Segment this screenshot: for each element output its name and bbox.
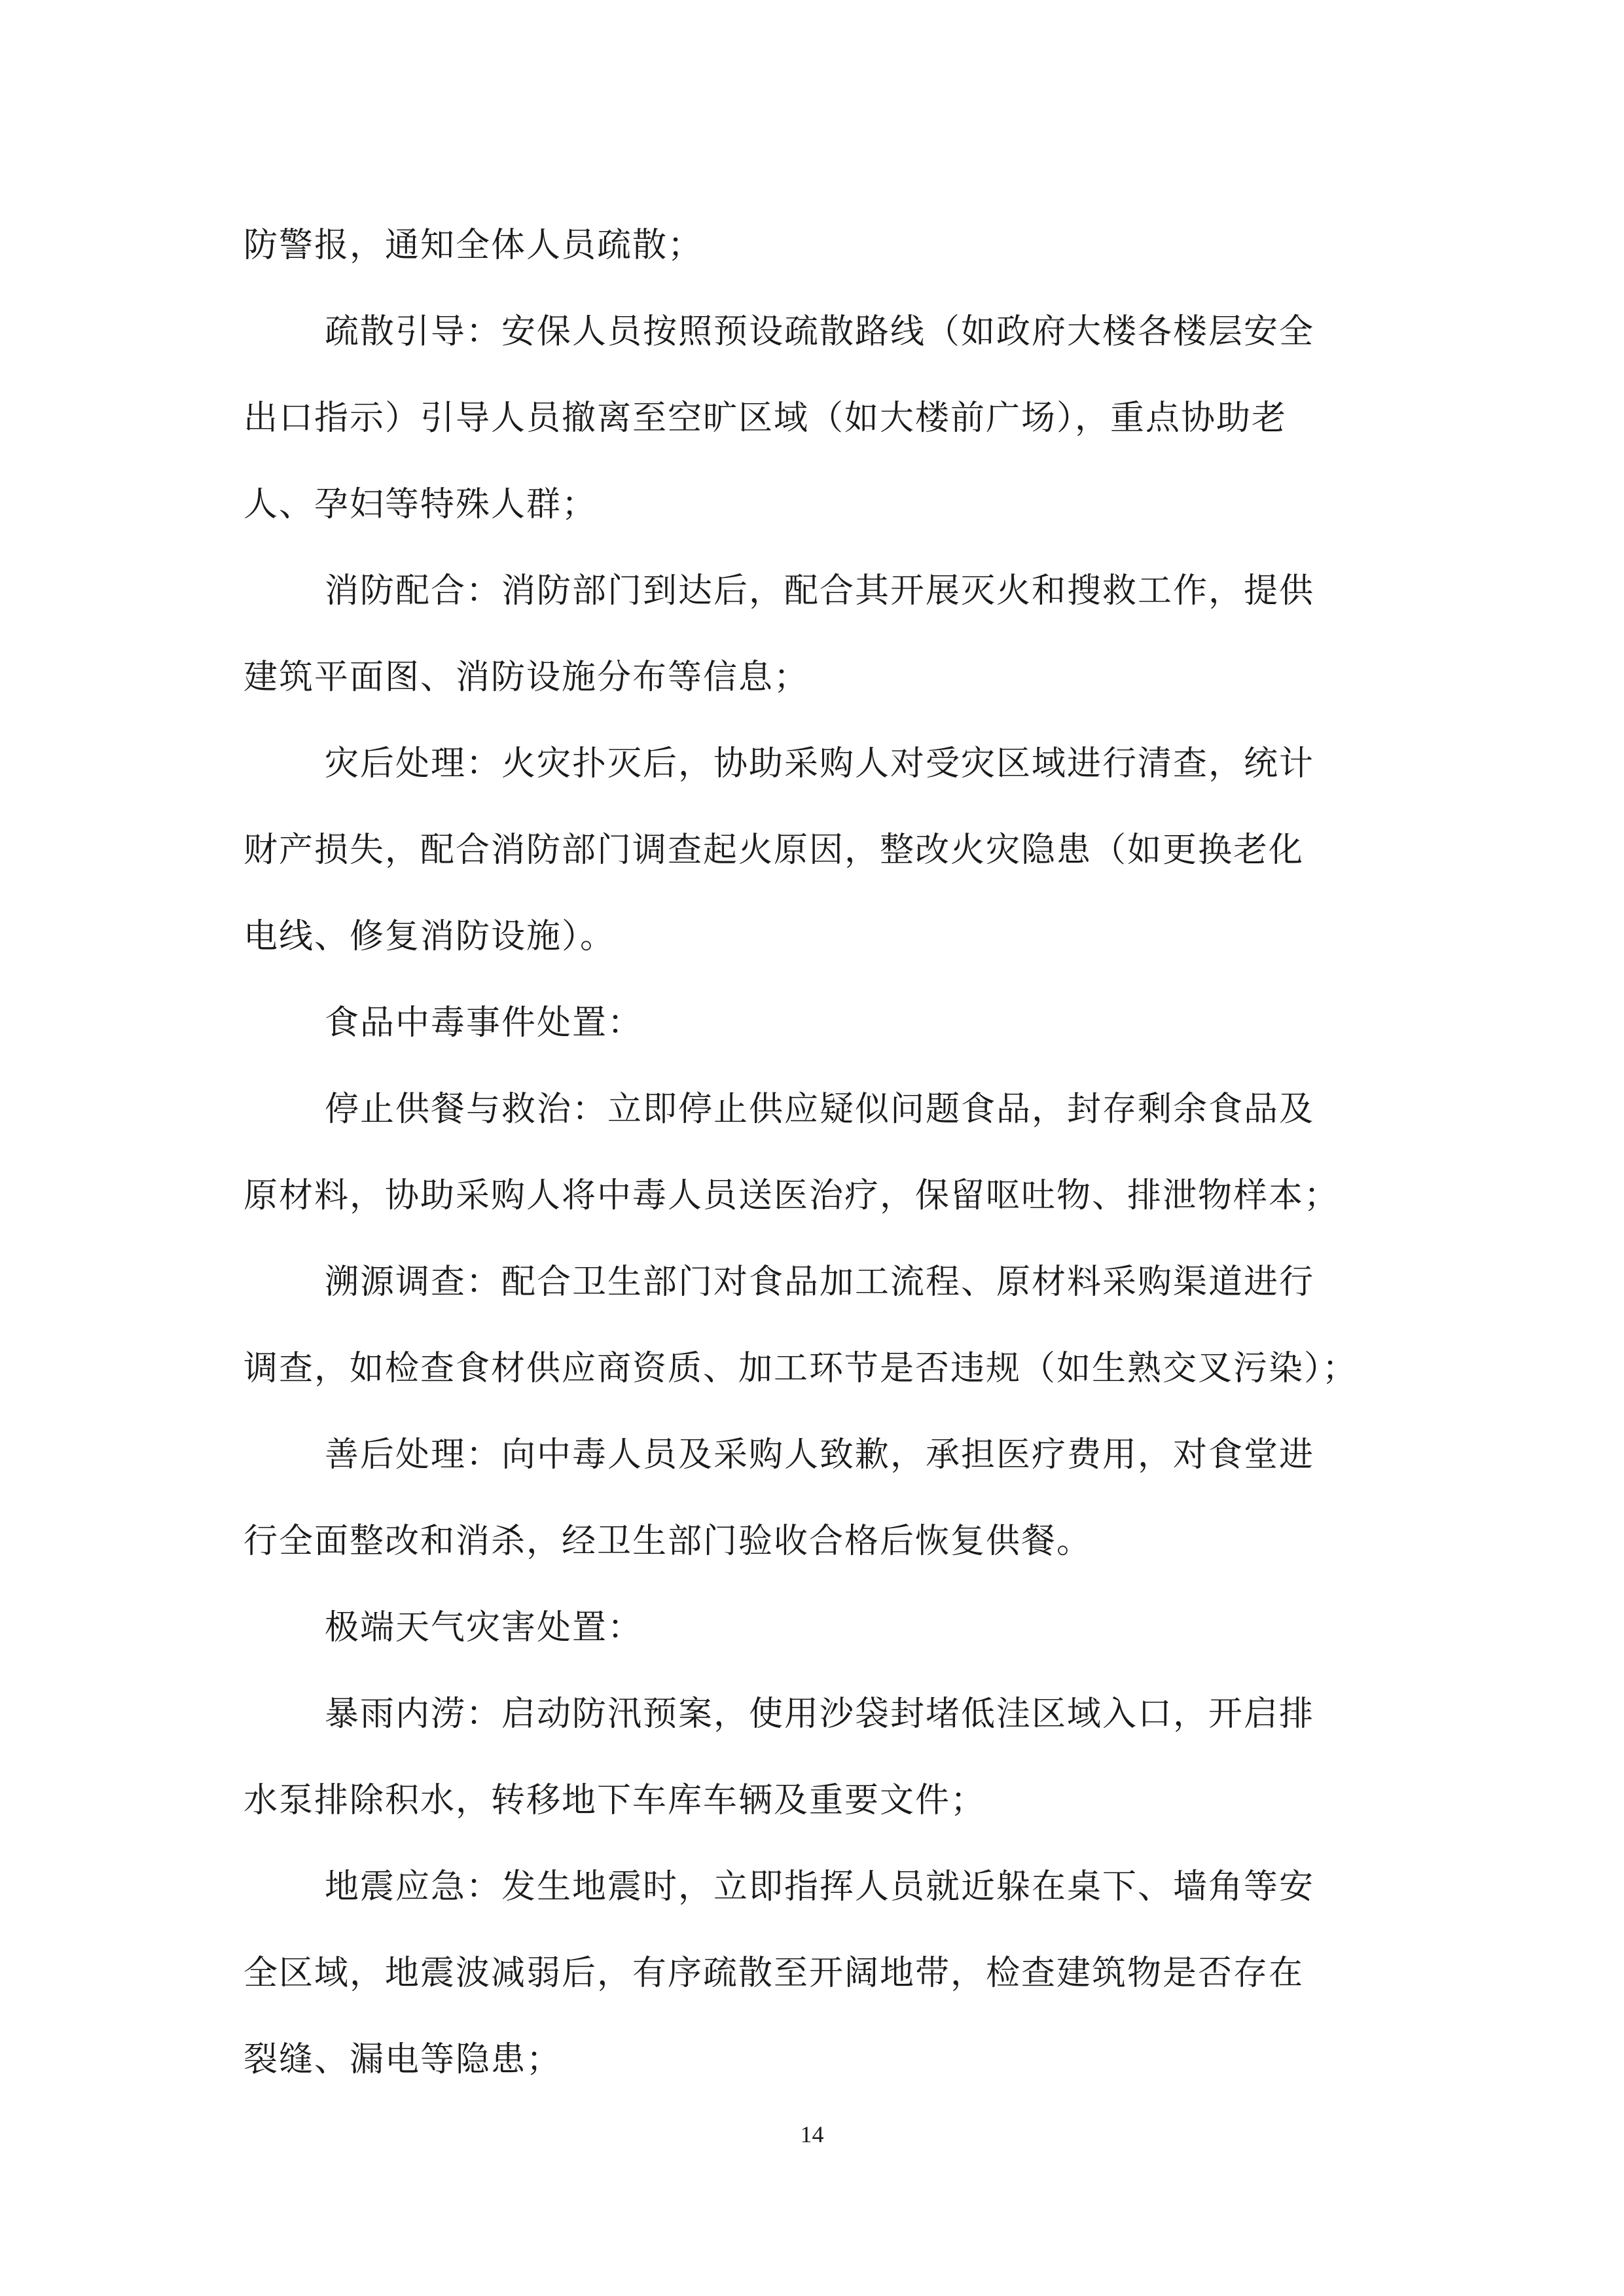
text-line: 防警报，通知全体人员疏散； [244, 226, 704, 265]
text-line: 原材料，协助采购人将中毒人员送医治疗，保留呕吐物、排泄物样本； [244, 1176, 1340, 1215]
text-line: 溯源调查：配合卫生部门对食品加工流程、原材料采购渠道进行 [325, 1263, 1315, 1302]
text-line: 全区域，地震波减弱后，有序疏散至开阔地带，检查建筑物是否存在 [244, 1954, 1305, 1993]
text-line: 暴雨内涝：启动防汛预案，使用沙袋封堵低洼区域入口，开启排 [325, 1695, 1315, 1734]
page-number: 14 [800, 2121, 824, 2147]
text-line: 出口指示）引导人员撤离至空旷区域（如大楼前广场），重点协助老 [244, 399, 1288, 438]
text-line: 财产损失，配合消防部门调查起火原因，整改火灾隐患（如更换老化 [244, 831, 1305, 870]
text-line: 善后处理：向中毒人员及采购人致歉，承担医疗费用，对食堂进 [325, 1435, 1315, 1475]
section-heading: 极端天气灾害处置： [325, 1608, 643, 1647]
text-line: 建筑平面图、消防设施分布等信息； [244, 658, 810, 697]
text-line: 行全面整改和消杀，经卫生部门验收合格后恢复供餐。 [244, 1522, 1092, 1561]
text-line: 疏散引导：安保人员按照预设疏散路线（如政府大楼各楼层安全 [325, 312, 1315, 351]
text-line: 停止供餐与救治：立即停止供应疑似问题食品，封存剩余食品及 [325, 1090, 1315, 1129]
section-heading: 食品中毒事件处置： [325, 1003, 643, 1043]
text-line: 裂缝、漏电等隐患； [244, 2040, 562, 2079]
text-line: 灾后处理：火灾扑灭后，协助采购人对受灾区域进行清查，统计 [325, 744, 1315, 783]
text-line: 水泵排除积水，转移地下车库车辆及重要文件； [244, 1781, 986, 1820]
text-line: 人、孕妇等特殊人群； [244, 485, 598, 524]
text-line: 消防配合：消防部门到达后，配合其开展灭火和搜救工作，提供 [325, 571, 1315, 611]
text-line: 调查，如检查食材供应商资质、加工环节是否违规（如生熟交叉污染）； [244, 1349, 1358, 1388]
text-line: 地震应急：发生地震时，立即指挥人员就近躲在桌下、墙角等安 [325, 1867, 1315, 1907]
text-line: 电线、修复消防设施）。 [244, 917, 616, 956]
